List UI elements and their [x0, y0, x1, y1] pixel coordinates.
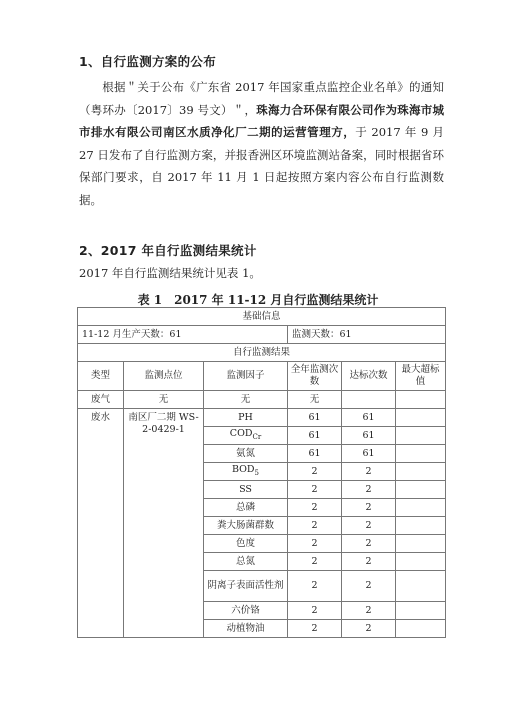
factor-cell — [204, 517, 288, 535]
production-days-cell: 11-12 月生产天数：61 — [78, 326, 288, 344]
table-title: 表 1 2017 年 11-12 月自行监测结果统计 — [137, 293, 379, 307]
gas-count-cell: 无 — [288, 391, 342, 409]
pass-cell: 2 — [342, 571, 396, 602]
pass-cell: 2 — [342, 481, 396, 499]
factor-subscript: Cr — [252, 432, 262, 441]
max-exceed-cell — [396, 427, 446, 445]
count-cell: 61 — [288, 427, 342, 445]
factor-cell — [204, 535, 288, 553]
factor-name: COD — [229, 428, 253, 440]
basic-info-header: 基础信息 — [78, 308, 446, 326]
pass-cell: 61 — [342, 427, 396, 445]
factor-cell — [204, 481, 288, 499]
factor-cell — [204, 445, 288, 463]
results-table — [77, 307, 446, 638]
factor-name: 氨氮 — [235, 447, 255, 459]
gas-type-cell: 废气 — [78, 391, 124, 409]
max-exceed-cell — [396, 517, 446, 535]
pass-cell: 2 — [342, 535, 396, 553]
column-header: 最大超标值 — [396, 362, 446, 391]
factor-cell — [204, 620, 288, 638]
factor-name: 动植物油 — [226, 622, 265, 634]
count-cell: 2 — [288, 499, 342, 517]
max-exceed-cell — [396, 620, 446, 638]
factor-name: 粪大肠菌群数 — [216, 519, 274, 531]
pass-cell: 2 — [342, 499, 396, 517]
count-cell: 2 — [288, 571, 342, 602]
factor-name: 六价铬 — [231, 604, 260, 616]
max-exceed-cell — [396, 463, 446, 481]
results-header: 自行监测结果 — [78, 344, 446, 362]
max-exceed-cell — [396, 535, 446, 553]
section1-heading: 1、自行监测方案的公布 — [79, 54, 216, 69]
section2-intro: 2017 年自行监测结果统计见表 1。 — [79, 266, 261, 280]
count-cell: 61 — [288, 409, 342, 427]
factor-cell — [204, 409, 288, 427]
count-cell: 2 — [288, 553, 342, 571]
para-text-1: 根据＂关于公布《广东省 2017 年国家重点监控企业名单》的通知（粤环办〔2017〕39 号文）＂， — [79, 80, 444, 117]
max-exceed-cell — [396, 481, 446, 499]
water-point-cell: 南区厂二期 WS-2-0429-1 — [124, 409, 204, 638]
factor-name: SS — [239, 483, 252, 495]
pass-cell: 2 — [342, 463, 396, 481]
max-exceed-cell — [396, 445, 446, 463]
factor-subscript: 5 — [254, 468, 260, 477]
table-row — [78, 409, 446, 427]
factor-cell — [204, 427, 288, 445]
factor-name: 色度 — [235, 537, 255, 549]
pass-cell: 2 — [342, 602, 396, 620]
factor-cell — [204, 499, 288, 517]
count-cell: 2 — [288, 620, 342, 638]
factor-cell — [204, 463, 288, 481]
count-cell: 2 — [288, 517, 342, 535]
gas-pass-cell — [342, 391, 396, 409]
factor-name: 总磷 — [235, 501, 255, 513]
gas-factor-cell: 无 — [204, 391, 288, 409]
factor-name: BOD — [231, 464, 255, 476]
factor-cell — [204, 602, 288, 620]
count-cell: 2 — [288, 463, 342, 481]
column-header: 全年监测次数 — [288, 362, 342, 391]
count-cell: 61 — [288, 445, 342, 463]
gas-point-cell: 无 — [124, 391, 204, 409]
pass-cell: 2 — [342, 553, 396, 571]
max-exceed-cell — [396, 571, 446, 602]
count-cell: 2 — [288, 535, 342, 553]
column-header: 达标次数 — [342, 362, 396, 391]
column-header: 监测点位 — [124, 362, 204, 391]
max-exceed-cell — [396, 409, 446, 427]
factor-name: 总氮 — [235, 555, 255, 567]
factor-name: 阴离子表面活性剂 — [207, 580, 284, 591]
pass-cell: 61 — [342, 445, 396, 463]
count-cell: 2 — [288, 602, 342, 620]
pass-cell: 2 — [342, 620, 396, 638]
factor-cell — [204, 571, 288, 602]
pass-cell: 2 — [342, 517, 396, 535]
count-cell: 2 — [288, 481, 342, 499]
para-text-bold: 珠海力合环保有限公司作为珠海市城市排水有限公司南区水质净化厂二期的运营管理方， — [79, 102, 444, 139]
max-exceed-cell — [396, 499, 446, 517]
monitoring-days-cell: 监测天数：61 — [288, 326, 446, 344]
max-exceed-cell — [396, 553, 446, 571]
column-header: 类型 — [78, 362, 124, 391]
pass-cell: 61 — [342, 409, 396, 427]
para-text-2: 于 2017 年 9 月 27 日发布了自行监测方案，并报香洲区环境监测站备案，同时根据省环保部门要求，自 2017 年 11 月 1 日起按照方案内容公布自行监测数据。 — [79, 125, 444, 207]
max-exceed-cell — [396, 602, 446, 620]
factor-cell — [204, 553, 288, 571]
gas-max-cell — [396, 391, 446, 409]
water-type-cell: 废水 — [78, 409, 124, 638]
section1-paragraph — [79, 76, 444, 211]
column-header: 监测因子 — [204, 362, 288, 391]
section2-heading: 2、2017 年自行监测结果统计 — [79, 243, 257, 258]
factor-name: PH — [238, 411, 253, 423]
